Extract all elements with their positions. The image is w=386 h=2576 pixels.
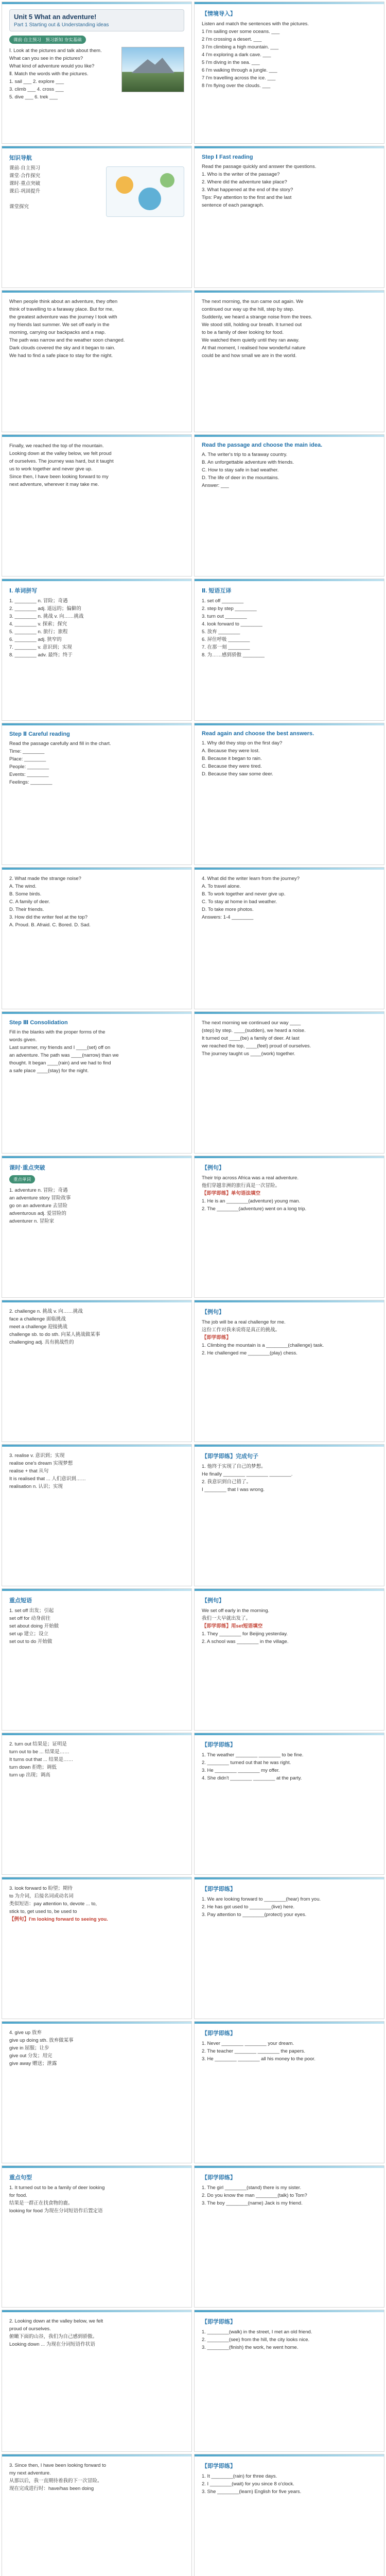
slide-title: Read the passage and choose the main idea.	[202, 442, 323, 448]
slide-line: challenge sb. to do sth. 向某人挑战做某事	[9, 1332, 100, 1337]
slide-line: 5. ________ n. 旅行；旅程	[9, 629, 68, 635]
cover-text	[9, 47, 117, 101]
slide-30	[194, 2021, 384, 2163]
slide-line: Since then, I have been looking forward to my	[9, 474, 109, 480]
slide-10	[194, 579, 384, 721]
slide-line: Their trip across Africa was a real adventure.	[202, 1175, 299, 1181]
slide-title: 重点句型	[9, 2175, 32, 2181]
slide-line: 2. Looking down at the valley below, we felt	[9, 2318, 103, 2324]
slide-line: (step) by step. ____(sudden), we heard a noise.	[202, 1028, 306, 1033]
slide-line: I ________ that I was wrong.	[202, 1487, 265, 1493]
slide-line: The next morning we continued our way ____	[202, 1020, 301, 1026]
slide-line: 6. ________ adj. 狭窄的	[9, 637, 62, 642]
slide-line: set about doing 开始做	[9, 1623, 59, 1629]
slide-line: 5 I'm diving in the sea. ___	[202, 60, 260, 65]
unit-title: Unit 5 What an adventure!	[14, 13, 97, 21]
slide-line: 3 I'm climbing a high mountain. ___	[202, 44, 279, 50]
slide-line: give up doing sth. 放弃做某事	[9, 2038, 74, 2043]
slide-line: C. Because they were tired.	[202, 764, 262, 769]
slide-line: Tips: Pay attention to the first and the last	[202, 195, 292, 200]
slide-20	[194, 1300, 384, 1442]
slide-line: 6 I'm walking through a jungle. ___	[202, 67, 277, 73]
slide-line: Looking down ... 为现在分词短语作状语	[9, 2342, 95, 2347]
slide-line: 从那以后，我一直期待着我的下一次冒险。	[9, 2478, 102, 2484]
slide-title: 【即学即练】完成句子	[202, 1453, 258, 1460]
slide-title: 【即学即练】	[202, 1886, 236, 1892]
slide-line: Read the passage quickly and answer the questions.	[202, 164, 317, 170]
part-title: Part 1 Starting out & Understanding ideas	[14, 22, 109, 28]
slide-line: 1. The weather ________ ________ to be fine.	[202, 1752, 304, 1758]
slide-31	[2, 2165, 192, 2308]
slide-line: 我们一大早就出发了。	[202, 1616, 251, 1621]
slide-line: 1. They ________ for Beijing yesterday.	[202, 1631, 288, 1637]
slide-line: 2. step by step ________	[202, 606, 257, 612]
slide-line: The job will be a real challenge for me.	[202, 1319, 286, 1325]
slide-9	[2, 579, 192, 721]
slide-15	[2, 1011, 192, 1154]
slide-line: 3. Since then, I have been looking forward to	[9, 2463, 107, 2468]
slide-line: words given.	[9, 1037, 37, 1043]
slide-title: 【即学即练】	[202, 2463, 236, 2469]
slide-line: 2. challenge n. 挑战 v. 向……挑战	[9, 1309, 83, 1314]
slide-24	[194, 1588, 384, 1731]
slide-title: Step Ⅲ Consolidation	[9, 1020, 68, 1026]
slide-line: A. To travel alone.	[202, 884, 241, 889]
slide-line: 7. ________ v. 意识到；实现	[9, 645, 72, 650]
slide-line: 1 I'm sailing over some oceans. ___	[202, 29, 280, 35]
slide-line: 2. I ________(wait) for you since 8 o'clock.	[202, 2481, 294, 2487]
slide-line: 2. Do you know the man ________(talk) to Tom?	[202, 2193, 307, 2198]
slide-line: an adventure. The path was ____(narrow) than we	[9, 1053, 119, 1058]
slide-line: 2. He challenged me ________(play) chess.	[202, 1350, 297, 1356]
slide-line: 2. ________(see) from the hill, the city looks nice.	[202, 2337, 310, 2343]
slide-line: 结果是一群正在找食物的鹿。	[9, 2200, 73, 2206]
slide-line: 1. Never ________ ________ your dream.	[202, 2041, 294, 2046]
slide-line: adventurous adj. 爱冒险的	[9, 1211, 66, 1216]
slide-32	[194, 2165, 384, 2308]
slide-line: 现在完成进行时：have/has been doing	[9, 2486, 94, 2492]
slide-16	[194, 1011, 384, 1154]
slide-line: 8 I'm flying over the clouds. ___	[202, 83, 271, 89]
slide-line: 课时·重点突破	[9, 181, 41, 187]
slide-title: 【例句】	[202, 1165, 224, 1171]
slide-line: think of travelling to a faraway place. But for me,	[9, 307, 114, 312]
slide-line: the greatest adventure was the journey I took with	[9, 314, 117, 320]
slide-line: D. The life of deer in the mountains.	[202, 475, 279, 481]
slide-line: 3. She ________(learn) English for five years.	[202, 2489, 302, 2495]
slide-title: 课时·重点突破	[9, 1165, 45, 1171]
section-bar: 重点单词	[9, 1175, 35, 1183]
slide-line: go on an adventure 去冒险	[9, 1203, 68, 1209]
slide-line: Suddenly, we heard a strange noise from the trees.	[202, 314, 312, 320]
slide-line: face a challenge 面临挑战	[9, 1316, 66, 1322]
slide-line: 6. 屏住呼吸 ________	[202, 637, 250, 642]
slide-title: Ⅱ. 短语互译	[202, 588, 232, 594]
slide-line: 4. ________ v. 探索；探究	[9, 621, 67, 627]
slide-line: Read the passage carefully and fill in the chart.	[9, 741, 111, 747]
slide-line: proud of ourselves.	[9, 2326, 51, 2332]
slide-title: 【即学即练】	[202, 2030, 236, 2037]
slide-line: We watched them quietly until they ran away.	[202, 337, 300, 343]
slide-line: Ⅱ. Match the words with the pictures.	[9, 71, 89, 77]
slide-line: 1. Who is the writer of the passage?	[202, 172, 280, 177]
slide-line: 课后·巩固提升	[9, 189, 41, 194]
slide-title: 【即学即练】	[202, 1742, 236, 1748]
slide-line: 这份工作对我来说将是真正的挑战。	[202, 1327, 280, 1333]
slide-line: 3. realise v. 意识到；实现	[9, 1453, 65, 1459]
cover-body	[9, 47, 184, 101]
slide-title: Read again and choose the best answers.	[202, 731, 314, 737]
slide-2	[194, 2, 384, 144]
slide-line: looking for food 为现在分词短语作后置定语	[9, 2208, 103, 2214]
slide-line: Place: ________	[9, 756, 46, 762]
illustration-shape	[160, 173, 174, 188]
slide-line: D. Because they saw some deer.	[202, 771, 273, 777]
slide-12	[194, 723, 384, 865]
slide-34	[194, 2310, 384, 2452]
slide-line: B. To work together and never give up.	[202, 891, 286, 897]
slide-35	[2, 2454, 192, 2576]
slide-line: for food.	[9, 2193, 27, 2198]
slide-33	[2, 2310, 192, 2452]
slide-line: Looking down at the valley below, we felt proud	[9, 451, 112, 456]
slide-line: 3. climb ___ 4. cross ___	[9, 87, 64, 92]
slide-line: 【即学即练】用set短语填空	[202, 1623, 263, 1629]
slide-line: At that moment, I realised how wonderful nature	[202, 345, 306, 351]
slide-line: We set off early in the morning.	[202, 1608, 270, 1614]
slide-line: give away 赠送；泄露	[9, 2061, 57, 2066]
slide-line: Answer: ___	[202, 483, 229, 488]
slide-line: C. To stay at home in bad weather.	[202, 899, 277, 905]
slide-line: a safe place ____(stay) for the night.	[9, 1068, 89, 1074]
slide-line: 2. 我意识到自己错了。	[202, 1479, 252, 1485]
slide-line: 5. dive ___ 6. trek ___	[9, 94, 58, 100]
slide-line: 1. set off 出发；引起	[9, 1608, 54, 1614]
slide-line: Events: ________	[9, 772, 49, 777]
slide-line: 3. ________(finish) the work, he went home.	[202, 2345, 299, 2350]
slide-13	[2, 867, 192, 1009]
slide-line: of ourselves. The journey was hard, but it taught	[9, 459, 114, 464]
slide-line: 3. Pay attention to ________(protect) your eyes.	[202, 1912, 307, 1918]
slide-18	[194, 1156, 384, 1298]
slide-21	[2, 1444, 192, 1586]
slide-line: 1. We are looking forward to ________(hear) from you.	[202, 1896, 321, 1902]
slide-title: Step Ⅱ Careful reading	[9, 731, 70, 737]
slide-line: 【即学即练】	[202, 1335, 232, 1341]
slide-line: adventurer n. 冒险家	[9, 1218, 55, 1224]
slide-line: 1. It ________(rain) for three days.	[202, 2473, 277, 2479]
slide-line: 8. ________ adv. 最终；终于	[9, 652, 73, 658]
slide-line: B. Because it began to rain.	[202, 756, 262, 761]
illustration-image	[106, 166, 184, 217]
slide-line: 2. What made the strange noise?	[9, 876, 81, 882]
slide-title: Step Ⅰ Fast reading	[202, 154, 253, 160]
slide-line: It turns out that ... 结果是……	[9, 1757, 74, 1762]
slide-line: 2. A school was ________ in the village.	[202, 1639, 289, 1645]
slide-line: 5. 放弃 ________	[202, 629, 240, 635]
slide-3	[2, 146, 192, 288]
slide-line: 2. Where did the adventure take place?	[202, 179, 287, 185]
slide-line: 4. give up 放弃	[9, 2030, 42, 2036]
slide-8	[194, 434, 384, 577]
slide-line: 课堂探究	[9, 204, 29, 210]
slide-line: 7 I'm travelling across the ice. ___	[202, 75, 276, 81]
slide-line: 3. He ________ ________ my offer.	[202, 1768, 280, 1773]
slide-line: challenging adj. 具有挑战性的	[9, 1340, 74, 1345]
illustration-shape	[138, 188, 161, 210]
slide-line: give in 屈服；让步	[9, 2045, 49, 2051]
slide-line: C. How to stay safe in bad weather.	[202, 467, 279, 473]
slide-title: Ⅰ. 单词拼写	[9, 588, 38, 594]
slide-line: 1. Climbing the mountain is a ________(challenge) task.	[202, 1343, 324, 1348]
slide-line: my friends last summer. We set off early in the	[9, 322, 110, 328]
slide-title: 【例句】	[202, 1309, 224, 1315]
slide-line: 【即学即练】单句语法填空	[202, 1191, 261, 1196]
slide-line: to be a family of deer looking for food.	[202, 330, 284, 335]
slide-line: 3. The boy ________(name) Jack is my friend.	[202, 2200, 303, 2206]
slide-line: to 为介词，后接名词或动名词	[9, 1893, 74, 1899]
slide-line: 1. adventure n. 冒险；奇遇	[9, 1188, 68, 1193]
slide-line: 1. ________(walk) in the street, I met an old friend.	[202, 2329, 312, 2335]
slide-line: Feelings: ________	[9, 779, 52, 785]
cover-title-box	[9, 9, 184, 31]
slide-line: Dark clouds covered the sky and it began to rain.	[9, 345, 115, 351]
section-bar: 课前·自主预习 预习新知 夯实基础	[9, 36, 86, 44]
slide-line: Answers: 1-4 ________	[202, 914, 254, 920]
slide-line: People: ________	[9, 764, 49, 770]
slide-line	[9, 195, 102, 203]
mountain-photo-image	[121, 47, 184, 92]
slide-line: realisation n. 认识；实现	[9, 1484, 63, 1489]
slide-line: Finally, we reached the top of the mountain.	[9, 443, 104, 449]
slide-line: What kind of adventure would you like?	[9, 63, 95, 69]
slide-line: D. Their friends.	[9, 907, 44, 912]
slide-line: Last summer, my friends and I ____(set) off on	[9, 1045, 111, 1050]
slide-line: morning, carrying our backpacks and a map.	[9, 330, 106, 335]
slide-line: It is realised that ... 人们意识到……	[9, 1476, 86, 1482]
slide-line: continued our way up the hill, step by step.	[202, 307, 294, 312]
slide-line: He finally ________ ________ ________.	[202, 1471, 293, 1477]
slide-line: thought. It began ____(rain) and we had to find	[9, 1060, 111, 1066]
slide-line: realise + that 从句	[9, 1468, 49, 1474]
slide-line: B. An unforgettable adventure with friends.	[202, 460, 294, 465]
slide-line: Time: ________	[9, 749, 45, 754]
slide-line: 3. look forward to 盼望；期待	[9, 1886, 73, 1891]
slide-line: realise one's dream 实现梦想	[9, 1461, 73, 1466]
slide-title: 知识导航	[9, 155, 32, 161]
slide-line: turn up 出现；调高	[9, 1772, 50, 1778]
slide-line: 1. sail ___ 2. explore ___	[9, 79, 64, 84]
slide-line: 2. ________ adj. 遥远的；偏僻的	[9, 606, 81, 612]
slide-line: next adventure, wherever it may take me.	[9, 482, 99, 487]
slide-line: B. Some birds.	[9, 891, 42, 897]
slide-line: meet a challenge 迎接挑战	[9, 1324, 67, 1330]
slide-4	[194, 146, 384, 288]
slide-line: could be and how small we are in the world.	[202, 353, 297, 359]
slide-line: give out 分发；用完	[9, 2053, 52, 2059]
slide-line: We stood still, holding our breath. It turned out	[202, 322, 302, 328]
slide-line: We had to find a safe place to stay for the night.	[9, 353, 113, 359]
slide-line: A. The wind.	[9, 884, 37, 889]
slide-19	[2, 1300, 192, 1442]
slide-line: 2. turn out 结果是；证明是	[9, 1741, 67, 1747]
slide-11	[2, 723, 192, 865]
slide-line: my next adventure.	[9, 2470, 51, 2476]
slide-line: turn down 拒绝；调低	[9, 1765, 57, 1770]
slide-line: 2 I'm crossing a desert. ___	[202, 37, 262, 42]
slide-title: 【即学即练】	[202, 2175, 236, 2181]
slide-line: turn out to be ... 结果是……	[9, 1749, 69, 1755]
slide-line: 7. 在那一刻 ________	[202, 645, 250, 650]
slide-line: 3. What happened at the end of the story?	[202, 187, 293, 193]
slide-line: 1. 他终于实现了自己的梦想。	[202, 1464, 266, 1469]
slide-line: A. Because they were lost.	[202, 748, 260, 754]
slide-7	[2, 434, 192, 577]
slide-line: set up 建立；设立	[9, 1631, 49, 1637]
slide-line: 4. She didn't ________ ________ at the party.	[202, 1775, 302, 1781]
slide-line: 3. How did the writer feel at the top?	[9, 914, 88, 920]
slide-line: 1. It turned out to be a family of deer looking	[9, 2185, 105, 2191]
slide-1	[2, 2, 192, 144]
slide-line: 2. The ________(adventure) went on a long trip.	[202, 1206, 307, 1212]
slide-25	[2, 1733, 192, 1875]
slide-line: 3. turn out ________	[202, 614, 247, 619]
slide-line: Listen and match the sentences with the pictures.	[202, 21, 309, 27]
slide-36	[194, 2454, 384, 2576]
slide-line: When people think about an adventure, they often	[9, 299, 118, 304]
slide-line: 2. The teacher ________ ________ the papers.	[202, 2048, 306, 2054]
slide-line: The next morning, the sun came out again. We	[202, 299, 304, 304]
slide-line: Ⅰ. Look at the pictures and talk about them.	[9, 48, 102, 54]
slide-14	[194, 867, 384, 1009]
slide-grid	[2, 2, 384, 2576]
slide-28	[194, 1877, 384, 2019]
slide-line: 1. set off ________	[202, 598, 244, 604]
slide-line: 2. ________ turned out that he was right.	[202, 1760, 291, 1766]
slide-line: 1. The girl ________(stand) there is my sister.	[202, 2185, 302, 2191]
slide-line: we reached the top, ____(feel) proud of ourselves.	[202, 1043, 311, 1049]
slide-line: The journey taught us ____(work) together.	[202, 1051, 295, 1057]
slide-26	[194, 1733, 384, 1875]
slide-line: 2. He has got used to ________(live) here.	[202, 1904, 295, 1910]
slide-line: sentence of each paragraph.	[202, 202, 264, 208]
slide-line: 3. He ________ ________ all his money to the poor.	[202, 2056, 315, 2062]
slide-line: 4 I'm exploring a dark cave. ___	[202, 52, 271, 58]
slide-line: 他们穿越非洲的旅行真是一次冒险。	[202, 1183, 280, 1189]
slide-17	[2, 1156, 192, 1298]
slide-5	[2, 290, 192, 432]
slide-line: It turned out ____(be) a family of deer. At last	[202, 1036, 300, 1041]
illustration-shape	[116, 176, 133, 194]
slide-line: What can you see in the pictures?	[9, 56, 83, 61]
slide-line: 类似短语：pay attention to, devote ... to,	[9, 1901, 97, 1907]
slide-line: 1. He is an ________(adventure) young man.	[202, 1198, 301, 1204]
slide-line: 1. ________ n. 冒险；奇遇	[9, 598, 68, 604]
slide-line: A. The writer's trip to a faraway country.	[202, 452, 288, 457]
slide-23	[2, 1588, 192, 1731]
slide-title: 【例句】	[202, 1598, 224, 1604]
slide-29	[2, 2021, 192, 2163]
slide-line: 俯瞰下面的山谷，我们为自己感到骄傲。	[9, 2334, 98, 2340]
slide-line: 4. What did the writer learn from the journey?	[202, 876, 300, 882]
slide-line: 4. look forward to ________	[202, 621, 262, 627]
slide-line: Fill in the blanks with the proper forms of the	[9, 1029, 106, 1035]
slide-line: us to work together and never give up.	[9, 466, 93, 472]
slide-line: an adventure story 冒险故事	[9, 1195, 71, 1201]
slide-27	[2, 1877, 192, 2019]
slide-line: 8. 为……感到骄傲 ________	[202, 652, 265, 658]
slide-line: 课堂·合作探究	[9, 173, 41, 179]
slide-line: 3. ________ n. 挑战 v. 向……挑战	[9, 614, 84, 619]
slide-line: 1. Why did they stop on the first day?	[202, 740, 283, 746]
slide-line: set out to do 开始做	[9, 1639, 52, 1645]
slide-title: 重点短语	[9, 1598, 32, 1604]
slide-line: 【例句】I'm looking forward to seeing you.	[9, 1917, 108, 1922]
slide-line: D. To take more photos.	[202, 907, 254, 912]
slide-line: The path was narrow and the weather soon changed.	[9, 337, 125, 343]
slide-title: 【即学即练】	[202, 2319, 236, 2325]
slide-line: A. Proud. B. Afraid. C. Bored. D. Sad.	[9, 922, 91, 928]
slide-line: 课前·自主预习	[9, 165, 41, 171]
slide-title: 【情境导入】	[202, 11, 236, 17]
slide-line: C. A family of deer.	[9, 899, 50, 905]
slide-22	[194, 1444, 384, 1586]
slide-line: set off for 动身前往	[9, 1616, 51, 1621]
slide-line: stick to, get used to, be used to	[9, 1909, 77, 1914]
slide-6	[194, 290, 384, 432]
